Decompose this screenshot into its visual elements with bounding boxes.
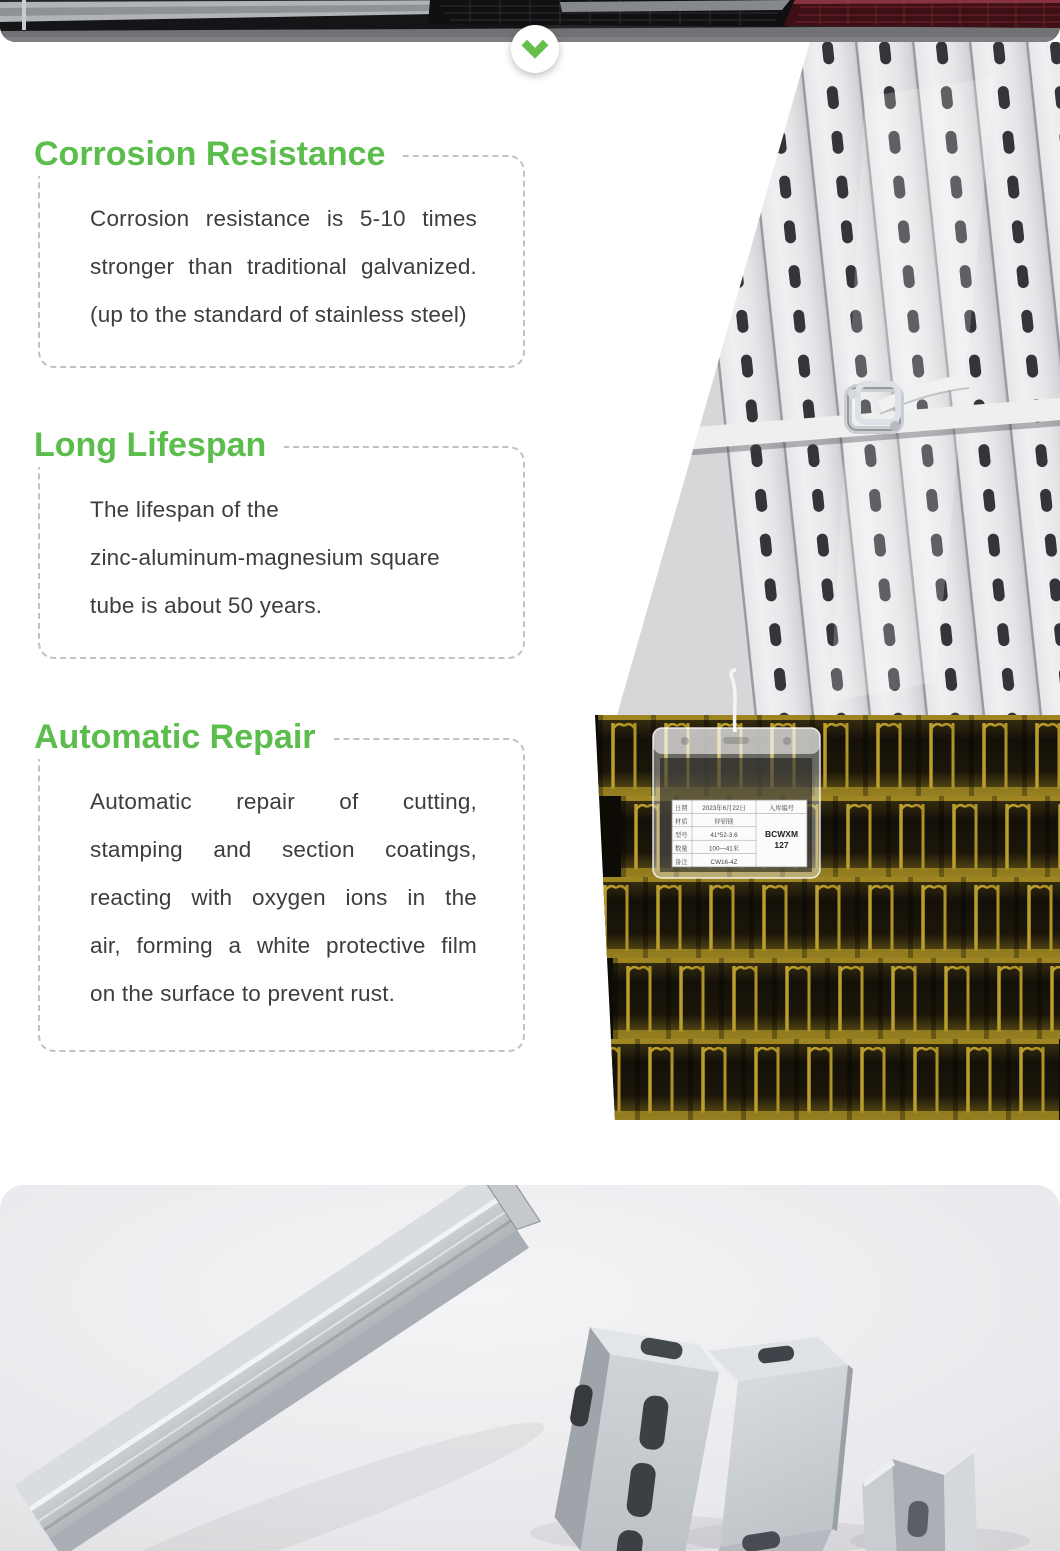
tag-row-value: CW16-4Z xyxy=(710,859,738,866)
feature-text-line: tube is about 50 years. xyxy=(90,593,323,618)
tag-code-number: 127 xyxy=(774,840,789,850)
tag-code: BCWXM xyxy=(764,829,799,839)
feature-text-line: zinc-aluminum-magnesium square xyxy=(90,545,440,570)
section-title: Automatic Repair xyxy=(34,715,334,759)
tag-row-key: 型号 xyxy=(675,832,688,839)
feature-section-automatic-repair xyxy=(34,718,525,1052)
tag-row-key: 材质 xyxy=(675,818,688,826)
product-photo-brackets xyxy=(0,1185,1060,1551)
chevron-down-icon xyxy=(517,35,553,63)
feature-text-line: (up to the standard of stainless steel) xyxy=(90,302,467,327)
slotted-channels xyxy=(565,42,1060,750)
feature-section-corrosion-resistance xyxy=(34,135,525,368)
feature-text-line: reacting with oxygen ions in the xyxy=(90,885,477,910)
feature-text-line: Corrosion resistance is 5-10 times xyxy=(90,206,477,231)
tag-right-header: 入库编号 xyxy=(768,805,795,812)
tag-row-value: 锌铝镁 xyxy=(714,818,734,826)
tag-row-key: 数量 xyxy=(675,845,688,853)
tag-row-value: 100—41米 xyxy=(708,845,740,853)
section-title: Corrosion Resistance xyxy=(34,132,403,176)
tag-row-value: 2023年6月22日 xyxy=(702,805,746,812)
feature-text-line: stamping and section coatings, xyxy=(90,837,477,862)
feature-text-line: The lifespan of the xyxy=(90,497,279,522)
feature-section-long-lifespan xyxy=(34,426,525,659)
tag-row-value: 41*52-3.6 xyxy=(710,832,738,839)
tag-row-key: 日期 xyxy=(675,805,688,812)
tag-row-key: 备注 xyxy=(675,859,688,866)
product-photo-channel-bundle xyxy=(565,42,1060,1124)
feature-text-line: on the surface to prevent rust. xyxy=(90,981,396,1006)
feature-text-line: air, forming a white protective film xyxy=(90,933,477,958)
feature-text-line: stronger than traditional galvanized. xyxy=(90,254,477,279)
section-title: Long Lifespan xyxy=(34,423,284,467)
scroll-down-button[interactable] xyxy=(511,25,559,73)
feature-text-line: Automatic repair of cutting, xyxy=(90,789,477,814)
tag-label xyxy=(672,800,807,867)
